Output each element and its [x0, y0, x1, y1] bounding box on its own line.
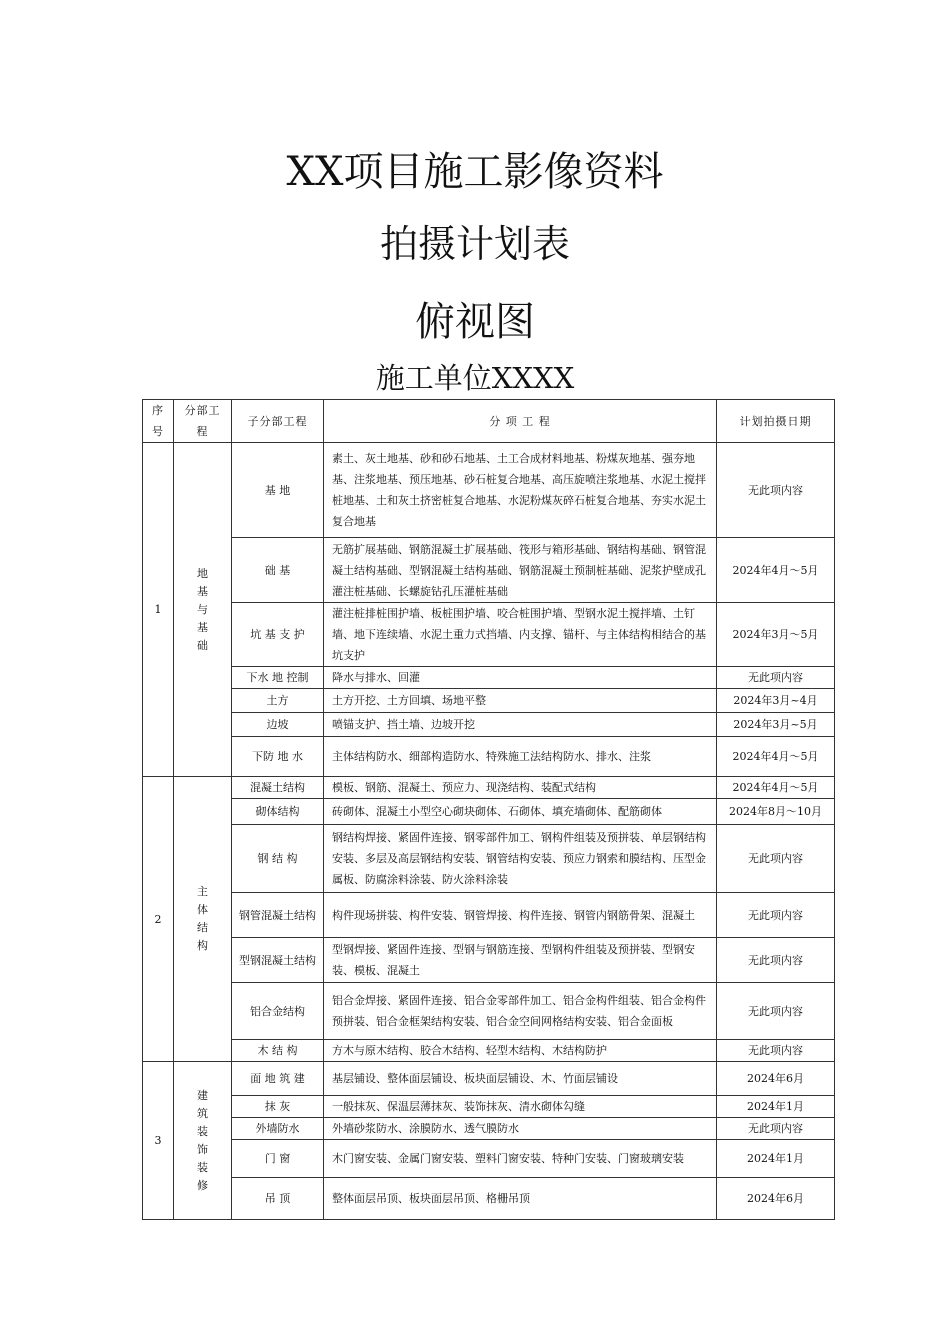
row-subdivision: 混凝土结构: [232, 777, 324, 799]
row-date: 2024年3月～5月: [717, 603, 835, 667]
header-seq: 序号: [143, 400, 174, 443]
row-items: 整体面层吊顶、板块面层吊顶、格栅吊顶: [324, 1178, 717, 1220]
doc-title-line1: XX项目施工影像资料: [286, 149, 664, 195]
division-label: 地基与基础: [197, 566, 208, 652]
row-subdivision: 钢管混凝土结构: [232, 893, 324, 938]
row-subdivision: 抹 灰: [232, 1096, 324, 1118]
row-date: 无此项内容: [717, 1118, 835, 1140]
table-row: [143, 713, 835, 737]
contractor-name: 施工单位XXXX: [375, 361, 575, 395]
row-items: 方木与原木结构、胶合木结构、轻型木结构、木结构防护: [324, 1040, 717, 1062]
row-date: 2024年3月~4月: [717, 689, 835, 713]
division-label: 建筑装饰装修: [197, 1088, 208, 1192]
table-row: [143, 777, 835, 799]
row-seq: 1: [143, 443, 174, 777]
row-items: 砖砌体、混凝土小型空心砌块砌体、石砌体、填充墙砌体、配筋砌体: [324, 799, 717, 825]
row-items: 钢结构焊接、紧固件连接、钢零部件加工、钢构件组装及预拼装、单层钢结构安装、多层及高层钢结构安装、钢管结构安装、预应力钢索和膜结构、压型金属板、防腐涂料涂装、防火涂料涂装: [324, 825, 717, 893]
doc-title-line3: 俯视图: [415, 299, 535, 345]
row-date: 无此项内容: [717, 893, 835, 938]
row-date: 2024年3月~5月: [717, 713, 835, 737]
row-subdivision: 型钢混凝土结构: [232, 938, 324, 983]
header-date: 计划拍摄日期: [717, 400, 835, 443]
table-row: [143, 737, 835, 777]
table-row: [143, 1140, 835, 1178]
table-row: [143, 667, 835, 689]
table-row: [143, 538, 835, 603]
row-items: 铝合金焊接、紧固件连接、铝合金零部件加工、铝合金构件组装、铝合金构件预拼装、铝合金框架结构安装、铝合金空间网格结构安装、铝合金面板: [324, 983, 717, 1040]
row-subdivision: 外墙防水: [232, 1118, 324, 1140]
division-label: 主体结构: [197, 885, 208, 952]
row-subdivision: 木 结 构: [232, 1040, 324, 1062]
row-items: 外墙砂浆防水、涂膜防水、透气膜防水: [324, 1118, 717, 1140]
row-subdivision: 下防 地 水: [232, 737, 324, 777]
row-items: 无筋扩展基础、钢筋混凝土扩展基础、筏形与箱形基础、钢结构基础、钢管混凝土结构基础、型钢混凝土结构基础、钢筋混凝土预制桩基础、泥浆护壁成孔灌注桩基础、长螺旋钻孔压灌桩基础: [324, 538, 717, 603]
row-date: 无此项内容: [717, 825, 835, 893]
row-subdivision: 面 地 筑 建: [232, 1062, 324, 1096]
row-subdivision: 基 地: [232, 443, 324, 538]
row-subdivision: 础 基: [232, 538, 324, 603]
row-items: 素土、灰土地基、砂和砂石地基、土工合成材料地基、粉煤灰地基、强夯地基、注浆地基、预压地基、砂石桩复合地基、高压旋喷注浆地基、水泥土搅拌桩地基、土和灰土挤密桩复合地基、水泥粉煤灰碎石桩复合地基、夯实水泥土复合地基: [324, 443, 717, 538]
row-items: 灌注桩排桩围护墙、板桩围护墙、咬合桩围护墙、型钢水泥土搅拌墙、土钉墙、地下连续墙、水泥土重力式挡墙、内支撑、锚杆、与主体结构相结合的基坑支护: [324, 603, 717, 667]
row-subdivision: 土方: [232, 689, 324, 713]
table-row: [143, 799, 835, 825]
table-row: [143, 825, 835, 893]
row-date: 2024年6月: [717, 1062, 835, 1096]
table-row: [143, 443, 835, 538]
row-subdivision: 下水 地 控制: [232, 667, 324, 689]
row-date: 2024年4月～5月: [717, 777, 835, 799]
row-date: 2024年4月～5月: [717, 538, 835, 603]
header-items: 分 项 工 程: [324, 400, 717, 443]
row-subdivision: 铝合金结构: [232, 983, 324, 1040]
table-row: [143, 1096, 835, 1118]
row-date: 2024年8月～10月: [717, 799, 835, 825]
row-subdivision: 边坡: [232, 713, 324, 737]
header-division: 分部工程: [174, 400, 232, 443]
row-division: [174, 1062, 232, 1220]
row-items: 降水与排水、回灌: [324, 667, 717, 689]
row-items: 喷锚支护、挡土墙、边坡开挖: [324, 713, 717, 737]
row-seq: 2: [143, 777, 174, 1062]
row-items: 一般抹灰、保温层薄抹灰、装饰抹灰、清水砌体勾缝: [324, 1096, 717, 1118]
row-date: 无此项内容: [717, 983, 835, 1040]
row-division: [174, 443, 232, 777]
table-row: [143, 603, 835, 667]
row-division: [174, 777, 232, 1062]
row-items: 型钢焊接、紧固件连接、型钢与钢筋连接、型钢构件组装及预拼装、型钢安装、模板、混凝土: [324, 938, 717, 983]
row-date: 无此项内容: [717, 667, 835, 689]
row-subdivision: 钢 结 构: [232, 825, 324, 893]
row-subdivision: 砌体结构: [232, 799, 324, 825]
row-items: 土方开挖、土方回填、场地平整: [324, 689, 717, 713]
row-date: 2024年6月: [717, 1178, 835, 1220]
table-row: [143, 689, 835, 713]
row-seq: 3: [143, 1062, 174, 1220]
row-date: 无此项内容: [717, 1040, 835, 1062]
table-row: [143, 1178, 835, 1220]
row-items: 基层铺设、整体面层铺设、板块面层铺设、木、竹面层铺设: [324, 1062, 717, 1096]
row-items: 模板、钢筋、混凝土、预应力、现浇结构、装配式结构: [324, 777, 717, 799]
row-items: 主体结构防水、细部构造防水、特殊施工法结构防水、排水、注浆: [324, 737, 717, 777]
shooting-plan-table: [142, 399, 835, 1220]
row-subdivision: 门 窗: [232, 1140, 324, 1178]
table-row: [143, 983, 835, 1040]
table-row: [143, 1118, 835, 1140]
row-items: 构件现场拼装、构件安装、钢管焊接、构件连接、钢管内钢筋骨架、混凝土: [324, 893, 717, 938]
row-subdivision: 坑 基 支 护: [232, 603, 324, 667]
header-subdivision: 子分部工程: [232, 400, 324, 443]
table-row: [143, 893, 835, 938]
row-date: 2024年1月: [717, 1140, 835, 1178]
doc-title-line2: 拍摄计划表: [379, 222, 570, 266]
table-header-row: [143, 400, 835, 443]
table-row: [143, 1062, 835, 1096]
row-items: 木门窗安装、金属门窗安装、塑料门窗安装、特种门安装、门窗玻璃安装: [324, 1140, 717, 1178]
row-subdivision: 吊 顶: [232, 1178, 324, 1220]
row-date: 2024年1月: [717, 1096, 835, 1118]
table-row: [143, 1040, 835, 1062]
row-date: 无此项内容: [717, 443, 835, 538]
row-date: 2024年4月～5月: [717, 737, 835, 777]
table-row: [143, 938, 835, 983]
row-date: 无此项内容: [717, 938, 835, 983]
